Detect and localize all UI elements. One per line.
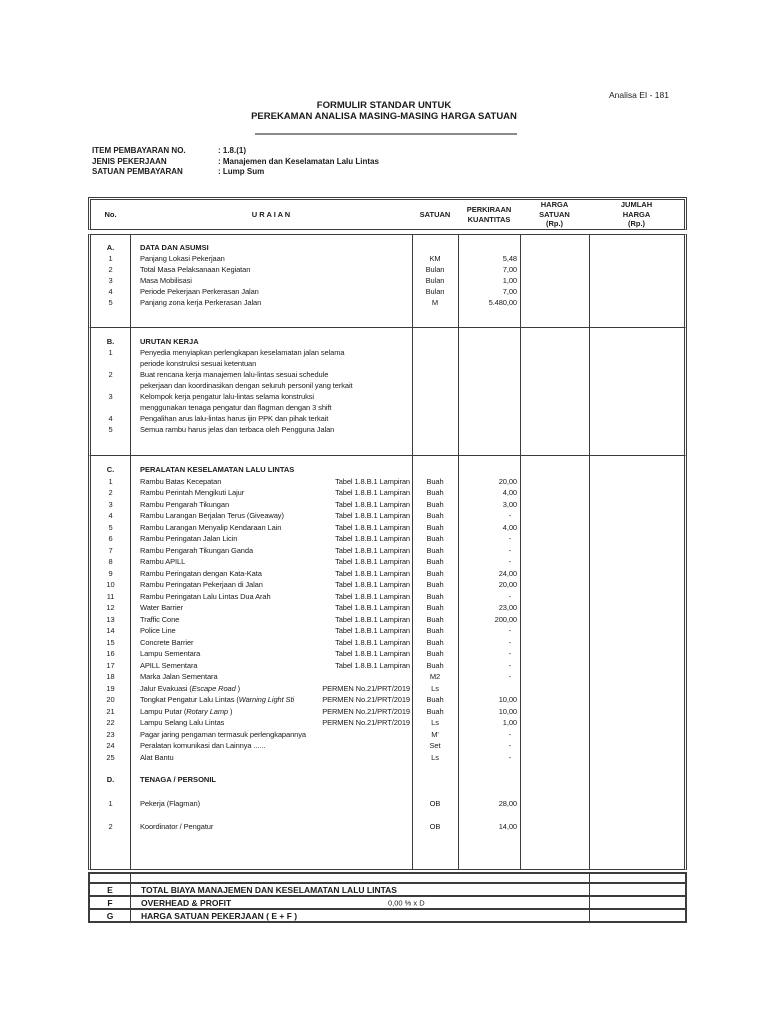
item-name: Police Line [140, 626, 176, 635]
satuan-cell: Buah [426, 649, 444, 658]
section-title: URUTAN KERJA [140, 337, 199, 346]
summary-jumlah-cell [589, 884, 685, 895]
uraian-cell [130, 660, 412, 672]
kuantitas-cell: - [508, 534, 511, 543]
section-b-urutan-kerja [88, 327, 687, 455]
info-row-jenis [92, 157, 379, 168]
table-row [91, 253, 684, 264]
section-letter: A. [106, 243, 115, 252]
kuantitas-cell: 23,00 [498, 603, 517, 612]
table-row [91, 499, 684, 511]
reference-label: PERMEN No.21/PRT/2019 [322, 683, 410, 693]
table-row [91, 264, 684, 275]
row-number: 17 [106, 660, 115, 670]
row-number: 13 [106, 614, 115, 624]
doc-reference: Analisa EI - 181 [608, 90, 669, 100]
table-row [91, 522, 684, 534]
item-name: Rambu Peringatan dengan Kata-Kata [140, 568, 262, 578]
uraian-cell [130, 487, 412, 499]
satuan-cell: Buah [426, 522, 444, 532]
info-row-item-no [92, 146, 379, 157]
satuan-cell: Buah [426, 557, 444, 566]
satuan-cell: Buah [426, 545, 444, 555]
reference-label: PERMEN No.21/PRT/2019 [322, 718, 410, 727]
table-row [91, 347, 684, 369]
uraian-line: menggunakan tenaga pengatur dan flagman dengan 3 shift [140, 403, 332, 412]
item-name: Rambu Larangan Menyalip Kendaraan Lain [140, 522, 282, 532]
row-number: 8 [108, 557, 113, 566]
row-number: 15 [106, 637, 115, 647]
item-name: Panjang Lokasi Pekerjaan [140, 254, 225, 263]
reference-label: Tabel 1.8.B.1 Lampiran [335, 626, 410, 635]
reference-label: Tabel 1.8.B.1 Lampiran [335, 568, 410, 578]
kuantitas-cell: - [508, 649, 511, 658]
row-number: 9 [108, 568, 113, 578]
title-underline [255, 133, 517, 135]
section-title: TENAGA / PERSONIL [140, 775, 216, 784]
row-number: 18 [106, 672, 115, 681]
satuan-cell: Buah [426, 534, 444, 543]
reference-label: Tabel 1.8.B.1 Lampiran [335, 557, 410, 566]
info-value: : 1.8.(1) [218, 146, 247, 155]
reference-label: Tabel 1.8.B.1 Lampiran [335, 614, 410, 624]
uraian-cell [130, 413, 412, 424]
column-header-harga-satuan: HARGA SATUAN (Rp.) [539, 200, 570, 229]
uraian-cell [130, 706, 412, 718]
uraian-line: Buat rencana kerja manajemen lalu-lintas sesuai schedule [140, 370, 329, 379]
uraian-line: Semua rambu harus jelas dan terbaca oleh Pengguna Jalan [140, 425, 335, 434]
row-number: 1 [108, 254, 113, 263]
table-row [91, 694, 684, 706]
uraian-cell [130, 729, 412, 741]
item-name: Rambu Pengarah Tikungan Ganda [140, 545, 254, 555]
row-number: 20 [106, 695, 115, 704]
reference-label: PERMEN No.21/PRT/2019 [322, 695, 410, 704]
item-name: Concrete Barrier [140, 637, 194, 647]
item-name: Jalur Evakuasi (Escape Road ) [140, 683, 241, 693]
reference-label: Tabel 1.8.B.1 Lampiran [335, 488, 410, 497]
table-row [91, 752, 684, 764]
kuantitas-cell: - [508, 672, 511, 681]
summary-jumlah-cell [589, 897, 685, 908]
item-name: Panjang zona kerja Perkerasan Jalan [140, 298, 262, 307]
satuan-cell: Buah [426, 591, 444, 601]
row-number: 4 [108, 511, 113, 520]
section-header-row [91, 336, 684, 347]
row-number: 3 [108, 276, 113, 285]
uraian-cell [130, 671, 412, 683]
satuan-cell: Buah [426, 580, 444, 589]
satuan-cell: Ls [431, 718, 439, 727]
satuan-cell: Buah [426, 637, 444, 647]
reference-label: Tabel 1.8.B.1 Lampiran [335, 511, 410, 520]
satuan-cell: Bulan [425, 276, 445, 285]
section-a-data-dan-asumsi [88, 234, 687, 327]
kuantitas-cell: - [508, 729, 511, 739]
item-name-italic: Escape Road [191, 683, 236, 693]
kuantitas-cell: 7,00 [502, 265, 517, 274]
table-row [91, 660, 684, 672]
row-number: 22 [106, 718, 115, 727]
row-number: 6 [108, 534, 113, 543]
kuantitas-cell: 10,00 [498, 695, 517, 704]
summary-label: TOTAL BIAYA MANAJEMEN DAN KESELAMATAN LALU LINTAS [141, 884, 397, 895]
summary-label [131, 874, 589, 882]
satuan-cell: Buah [426, 614, 444, 624]
uraian-cell [130, 683, 412, 695]
table-row [91, 683, 684, 695]
row-number: 23 [106, 729, 115, 739]
uraian-cell [130, 286, 412, 297]
table-row [91, 729, 684, 741]
kuantitas-cell: 28,00 [498, 798, 517, 808]
satuan-cell: Buah [426, 499, 444, 509]
item-name: Rambu Larangan Berjalan Terus (Giveaway) [140, 511, 284, 520]
satuan-cell: OB [429, 798, 441, 808]
row-number: 2 [108, 265, 113, 274]
uraian-cell [130, 648, 412, 660]
table-header-row [88, 197, 687, 230]
item-name-italic: Warning Light Sti [238, 695, 295, 704]
table-row [91, 614, 684, 626]
uraian-cell [130, 602, 412, 614]
table-row [91, 602, 684, 614]
table-row [91, 706, 684, 718]
item-name: Rambu Peringatan Jalan Licin [140, 534, 238, 543]
section-header-row [91, 464, 684, 476]
row-number: 21 [106, 706, 115, 716]
kuantitas-cell: 3,00 [502, 499, 517, 509]
uraian-cell [130, 614, 412, 626]
satuan-cell: Buah [426, 706, 444, 716]
column-header-jumlah-harga: JUMLAH HARGA (Rp.) [620, 200, 653, 229]
info-value: : Lump Sum [218, 167, 265, 176]
kuantitas-cell: 5.480,00 [488, 298, 517, 307]
kuantitas-cell [458, 683, 520, 695]
row-number: 24 [106, 741, 115, 750]
table-row [91, 297, 684, 308]
item-name: Pekerja (Flagman) [140, 798, 200, 808]
info-row-satuan [92, 167, 379, 178]
uraian-line: Penyedia menyiapkan perlengkapan keselamatan jalan selama [140, 348, 345, 357]
satuan-cell: M2 [429, 672, 441, 681]
section-title: PERALATAN KESELAMATAN LALU LINTAS [140, 465, 295, 474]
kuantitas-cell: - [508, 545, 511, 555]
item-name: Lampu Putar (Rotary Lamp ) [140, 706, 233, 716]
section-letter: B. [106, 337, 115, 346]
kuantitas-cell: 20,00 [498, 476, 517, 486]
row-number: 12 [106, 603, 115, 612]
satuan-cell: Buah [426, 488, 444, 497]
row-number: 19 [106, 683, 115, 693]
uraian-cell [130, 798, 412, 810]
uraian-cell [130, 347, 412, 369]
item-name: Masa Mobilisasi [140, 276, 192, 285]
info-label: SATUAN PEMBAYARAN [92, 167, 183, 176]
satuan-cell: KM [429, 254, 441, 263]
item-name: Tongkat Pengatur Lalu Lintas (Warning Light Sti [140, 695, 295, 704]
item-name: Traffic Cone [140, 614, 180, 624]
kuantitas-cell: 4,00 [502, 522, 517, 532]
reference-label: Tabel 1.8.B.1 Lampiran [335, 545, 410, 555]
summary-row-harga-satuan [90, 908, 685, 921]
section-title: DATA DAN ASUMSI [140, 243, 209, 252]
table-row [91, 413, 684, 424]
satuan-cell: Buah [426, 476, 444, 486]
table-row [91, 391, 684, 413]
table-row [91, 556, 684, 568]
uraian-cell [130, 625, 412, 637]
satuan-cell: Buah [426, 695, 444, 704]
kuantitas-cell: 20,00 [498, 580, 517, 589]
table-row [91, 648, 684, 660]
form-title-line1: FORMULIR STANDAR UNTUK [316, 100, 452, 111]
satuan-cell: M [431, 298, 439, 307]
uraian-cell [130, 637, 412, 649]
uraian-cell [130, 545, 412, 557]
table-row [91, 476, 684, 488]
table-row [91, 579, 684, 591]
summary-letter [90, 874, 131, 882]
item-name: Periode Pekerjaan Perkerasan Jalan [140, 287, 259, 296]
row-number: 1 [108, 798, 113, 808]
item-name: APILL Sementara [140, 660, 198, 670]
form-title-line2: PEREKAMAN ANALISA MASING-MASING HARGA SATUAN [251, 111, 517, 122]
row-number: 2 [108, 488, 113, 497]
uraian-cell [130, 499, 412, 511]
row-number: 10 [106, 580, 115, 589]
row-number: 2 [108, 370, 113, 379]
kuantitas-cell: 200,00 [494, 614, 517, 624]
section-letter: C. [106, 465, 115, 474]
table-row [91, 625, 684, 637]
reference-label: Tabel 1.8.B.1 Lampiran [335, 499, 410, 509]
summary-label: HARGA SATUAN PEKERJAAN ( E + F ) [141, 910, 298, 921]
item-name: Rambu Batas Kecepatan [140, 476, 222, 486]
section-letter: D. [106, 775, 115, 784]
row-number: 5 [108, 425, 113, 434]
table-row [91, 740, 684, 752]
reference-label: Tabel 1.8.B.1 Lampiran [335, 534, 410, 543]
table-row [91, 487, 684, 499]
kuantitas-cell: 7,00 [502, 287, 517, 296]
uraian-line: Pengalihan arus lalu-lintas harus ijin PPK dan pihak terkait [140, 414, 329, 423]
column-header-uraian: U R A I A N [251, 209, 291, 219]
uraian-cell [130, 297, 412, 308]
satuan-cell: M' [431, 729, 439, 739]
table-row [91, 717, 684, 729]
table-row [91, 275, 684, 286]
item-name: Rambu Peringatan Pekerjaan di Jalan [140, 580, 263, 589]
item-name: Rambu Perintah Mengikuti Lajur [140, 488, 245, 497]
table-row [91, 568, 684, 580]
summary-spacer-row [90, 874, 685, 882]
summary-table [88, 872, 687, 923]
row-number: 4 [108, 414, 113, 423]
column-header-satuan: SATUAN [419, 209, 451, 219]
column-header-kuantitas: PERKIRAAN KUANTITAS [466, 205, 512, 224]
kuantitas-cell: 10,00 [498, 706, 517, 716]
uraian-cell [130, 533, 412, 545]
summary-letter: G [90, 910, 131, 921]
kuantitas-cell: 1,00 [502, 718, 517, 727]
uraian-cell [130, 752, 412, 764]
item-name: Marka Jalan Sementara [140, 672, 218, 681]
summary-jumlah-cell [589, 910, 685, 921]
satuan-cell: Ls [431, 683, 439, 693]
info-label: ITEM PEMBAYARAN NO. [92, 146, 186, 155]
uraian-cell [130, 579, 412, 591]
uraian-cell [130, 253, 412, 264]
kuantitas-cell: 1,00 [502, 276, 517, 285]
uraian-cell [130, 717, 412, 729]
info-label: JENIS PEKERJAAN [92, 156, 167, 166]
uraian-cell [130, 424, 412, 435]
table-row [91, 510, 684, 522]
uraian-cell [130, 821, 412, 833]
uraian-cell [130, 391, 412, 413]
row-number: 4 [108, 287, 113, 296]
uraian-line: Kelompok kerja pengatur lalu-lintas selama konstruksi [140, 392, 314, 401]
kuantitas-cell: - [508, 511, 511, 520]
uraian-cell [130, 694, 412, 706]
reference-label: Tabel 1.8.B.1 Lampiran [335, 603, 410, 612]
summary-label: OVERHEAD & PROFIT 0,00 % x D [141, 897, 425, 908]
item-name: Pagar jaring pengaman termasuk perlengkapannya [140, 729, 306, 739]
uraian-cell [130, 522, 412, 534]
overhead-formula: 0,00 % x D [388, 898, 425, 907]
reference-label: Tabel 1.8.B.1 Lampiran [335, 660, 410, 670]
table-row [91, 533, 684, 545]
table-row [91, 798, 684, 810]
kuantitas-cell: - [508, 626, 511, 635]
section-header-row [91, 242, 684, 253]
summary-letter: E [90, 884, 131, 895]
kuantitas-cell: 4,00 [502, 488, 517, 497]
uraian-cell [130, 275, 412, 286]
table-row [91, 821, 684, 833]
item-name: Lampu Selang Lalu Lintas [140, 718, 225, 727]
uraian-cell [130, 369, 412, 391]
reference-label: PERMEN No.21/PRT/2019 [322, 706, 410, 716]
satuan-cell: Set [429, 741, 441, 750]
column-header-no: No. [104, 209, 117, 219]
kuantitas-cell: 5,48 [502, 254, 517, 263]
info-value: : Manajemen dan Keselamatan Lalu Lintas [218, 156, 379, 166]
table-row [91, 591, 684, 603]
uraian-cell [130, 591, 412, 603]
section-c-d-peralatan-tenaga [88, 455, 687, 870]
satuan-cell: OB [429, 822, 441, 831]
reference-label: Tabel 1.8.B.1 Lampiran [335, 476, 410, 486]
uraian-cell [130, 264, 412, 275]
reference-label: Tabel 1.8.B.1 Lampiran [335, 649, 410, 658]
row-number: 3 [108, 499, 113, 509]
uraian-cell [130, 556, 412, 568]
row-number: 16 [106, 649, 115, 658]
kuantitas-cell: - [508, 637, 511, 647]
kuantitas-cell: - [508, 752, 511, 762]
uraian-line: periode konstruksi sesuai ketentuan [140, 359, 257, 368]
satuan-cell: Buah [426, 626, 444, 635]
summary-letter: F [90, 897, 131, 908]
table-row [91, 424, 684, 435]
satuan-cell: Bulan [425, 287, 445, 296]
uraian-cell [130, 510, 412, 522]
table-row [91, 545, 684, 557]
uraian-cell [130, 740, 412, 752]
uraian-cell [130, 568, 412, 580]
uraian-line: pekerjaan dan koordinasikan dengan seluruh personil yang terkait [140, 381, 353, 390]
summary-jumlah-cell [589, 874, 685, 882]
kuantitas-cell: 14,00 [498, 822, 517, 831]
row-number: 5 [108, 522, 113, 532]
item-name: Peralatan komunikasi dan Lainnya ...... [140, 741, 266, 750]
kuantitas-cell: - [508, 660, 511, 670]
payment-info-block [92, 146, 379, 178]
item-name-italic: Rotary Lamp [186, 706, 229, 716]
table-row [91, 286, 684, 297]
item-name: Koordinator / Pengatur [140, 822, 214, 831]
satuan-cell: Bulan [425, 265, 445, 274]
reference-label: Tabel 1.8.B.1 Lampiran [335, 637, 410, 647]
row-number: 3 [108, 392, 113, 401]
item-name: Rambu APILL [140, 557, 186, 566]
item-name: Rambu Pengarah Tikungan [140, 499, 230, 509]
kuantitas-cell: - [508, 591, 511, 601]
reference-label: Tabel 1.8.B.1 Lampiran [335, 522, 410, 532]
satuan-cell: Ls [431, 752, 439, 762]
section-header-row [91, 774, 684, 786]
row-number: 14 [106, 626, 115, 635]
kuantitas-cell: - [508, 741, 511, 750]
row-number: 25 [106, 752, 115, 762]
item-name: Alat Bantu [140, 752, 174, 762]
row-number: 7 [108, 545, 113, 555]
kuantitas-cell: 24,00 [498, 568, 517, 578]
reference-label: Tabel 1.8.B.1 Lampiran [335, 591, 410, 601]
row-number: 1 [108, 476, 113, 486]
item-name: Rambu Peringatan Lalu Lintas Dua Arah [140, 591, 271, 601]
table-row [91, 369, 684, 391]
row-number: 11 [106, 591, 115, 601]
satuan-cell: Buah [426, 660, 444, 670]
satuan-cell: Buah [426, 568, 444, 578]
row-number: 2 [108, 822, 113, 831]
uraian-cell [130, 476, 412, 488]
reference-label: Tabel 1.8.B.1 Lampiran [335, 580, 410, 589]
kuantitas-cell: - [508, 557, 511, 566]
form-title [0, 100, 768, 122]
summary-row-overhead [90, 895, 685, 908]
row-number: 5 [108, 298, 113, 307]
table-row [91, 671, 684, 683]
satuan-cell: Buah [426, 603, 444, 612]
satuan-cell: Buah [426, 511, 444, 520]
summary-row-total [90, 882, 685, 895]
item-name: Lampu Sementara [140, 649, 201, 658]
row-number: 1 [108, 348, 113, 357]
item-name: Water Barrier [140, 603, 184, 612]
table-row [91, 637, 684, 649]
item-name: Total Masa Pelaksanaan Kegiatan [140, 265, 251, 274]
